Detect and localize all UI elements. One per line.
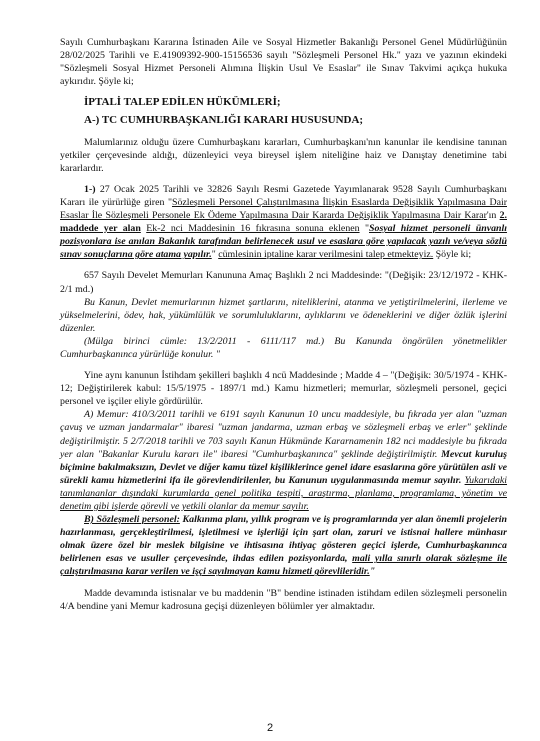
memur-text-a: A) Memur: 410/3/2011 tarihli ve 6191 sayılı Kanunun 10 uncu maddesiyle, bu fıkrada yer alan "uzman çavuş ve uzman jandarmalar" ibaresi "uzman jandarma, uzman erbaş ve sözleşmeli erbaş ve erler" şeklinde değiştirilmiştir. 5 2/7/2018 tarihli ve 703 sayılı Kanun Hükmünde Kararnamenin 182 nci maddesiyle bu fıkrada yer alan "Bakanlar Kurulu kararı ile" ibaresi "Cumhurbaşkanınca" şeklinde değiştirilmiştir.: [60, 409, 507, 460]
intro-paragraph: Sayılı Cumhurbaşkanı Kararına İstinaden Aile ve Sosyal Hizmetler Bakanlığı Personel Genel Müdürlüğünün 28/02/2025 Tarihli ve E.41909392-900-15156536 sayılı "Sözleşmeli Personel Hk." yazı ve yazının ekindeki "Sözleşmeli Sosyal Hizmet Personeli Alımına İlişkin Usul Ve Esaslar" ile Sınav Takvimi açıkça hukuka aykırıdır. Şöyle ki;: [60, 37, 507, 88]
paragraph-mulga: (Mülga birinci cümle: 13/2/2011 - 6111/117 md.) Bu Kanunda öngörülen yönetmelikler Cumhurbaşkanınca yürürlüğe konulur. ": [60, 335, 507, 360]
madde-reference: 2. maddede yer alan: [60, 210, 507, 235]
item-text-d: ": [359, 223, 370, 235]
section-heading-cb-karari: A-) TC CUMHURBAŞKANLIĞI KARARI HUSUSUNDA;: [84, 114, 364, 127]
paragraph-item-1: [60, 183, 507, 262]
paragraph-cb-kararlari: Malumlarınız olduğu üzere Cumhurbaşkanı kararları, Cumhurbaşkanı'nın kanunlar ile kendisine tanınan yetkiler çerçevesinde aldığı, düzenleyici veya bireysel işlem niteliğine haiz ve Danıştay denetimine tabi kararlardır.: [60, 136, 507, 174]
iptal-request: cümlesinin iptaline karar verilmesini talep etmekteyiz.: [218, 249, 434, 261]
memur-text-bold: Mevcut kuruluş biçimine bakılmaksızın, Devlet ve diğer kamu tüzel kişiliklerince genel idare esaslarına göre yürütülen asli ve sürekli kamu hizmetlerini ifa ile görevlendirilenler, bu Kanunun uygulanmasında memur sayılır.: [60, 448, 507, 486]
memur-text-underlined: Yukarıdaki tanımlananlar dışındaki kurumlarda genel politika tespiti, araştırma, planlama, programlama, yönetim ve denetim gibi işlerde görevli ve yetkili olanlar da memur sayılır.: [60, 474, 508, 512]
item-text-b: 'ın: [486, 210, 500, 222]
contested-sentence: Sosyal hizmet personeli ünvanlı pozisyonlara ise anılan Bakanlık tarafından belirlenecek usul ve esaslara göre yapılacak yazılı ve/veya sözlü sınav sonuçlarına göre atama yapılır.: [60, 223, 508, 261]
sozlesmeli-close-quote: ": [369, 566, 376, 578]
paragraph-madde-devaminda: Madde devamında istisnalar ve bu maddenin "B" bendine istinaden istihdam edilen sözleşmeli personelin 4/A bendine yani Memur kadrosuna geçişi düzenleyen bölümler yer almaktadır.: [60, 587, 507, 612]
section-heading-hukumler: İPTALİ TALEP EDİLEN HÜKÜMLERİ;: [84, 96, 281, 109]
item-number: 1-): [84, 183, 96, 195]
paragraph-sozlesmeli-personel: [60, 513, 507, 578]
paragraph-657-madde-2: 657 Sayılı Develet Memurları Kanununa Amaç Başlıklı 2 nci Maddesinde: "(Değişik: 23/12/1972 - KHK-2/1 md.): [60, 270, 507, 295]
item-text-a: 27 Ocak 2025 Tarihli ve 32826 Sayılı Resmi Gazetede Yayımlanarak 9528 Sayılı Cumhurbaşkanı Kararı ile yürürlüğe giren ": [60, 183, 507, 208]
karar-title: Sözleşmeli Personel Çalıştırılmasına İlişkin Esaslarda Değişiklik Yapılmasına Dair Esaslar İle Sözleşmeli Personele Ek Ödeme Yapılmasına Dair Kararda Değişiklik Yapılmasına Dair Karar: [60, 196, 507, 222]
fikra-reference: Ek-2 nci Maddesinin 16 fıkrasına sonuna eklenen: [146, 223, 360, 235]
sozlesmeli-text: Kalkınma planı, yıllık program ve iş programlarında yer alan önemli projelerin hazırlanması, gerçekleştirilmesi, işletilmesi ve işlerliği için şart olan, zaruri ve istisnai hallere münhasır olmak üzere özel bir meslek bilgisine ve ihtisasına ihtiyaç gösteren geçici işlerde, Cumhurbaşkanınca belirlenen esas ve usuller çerçevesinde, ihdas edilen pozisyonlarda,: [60, 514, 507, 565]
paragraph-memur-definition: [60, 408, 507, 513]
sozlesmeli-label: B) Sözleşmeli personel:: [84, 514, 180, 526]
page-number: 2: [266, 722, 274, 734]
item-text-f: Şöyle ki;: [433, 249, 472, 261]
sozlesmeli-underlined: mali yılla sınırlı olarak sözleşme ile çalıştırılmasına karar verilen ve işçi sayılmayan kamu hizmeti görevlileridir.: [60, 553, 507, 578]
paragraph-kanun-kapsam: Bu Kanun, Devlet memurlarının hizmet şartlarını, niteliklerini, atanma ve yetiştirilmelerini, ilerleme ve yükselmelerini, ödev, hak, yükümlülük ve sorumluluklarını, aylıklarını ve ödeneklerini ve diğer özlük işlerini düzenler.: [60, 296, 507, 334]
item-text-e: ": [211, 249, 219, 261]
paragraph-istihdam-sekilleri: Yine aynı kanunun İstihdam şekilleri başlıklı 4 ncü Maddesinde ; Madde 4 – "(Değişik: 30/5/1974 - KHK-12; Değiştirilerek kabul: 15/5/1975 - 1897/1 md.) Kamu hizmetleri; memurlar, sözleşmeli personel, geçici personel ve işçiler eliyle gördürülür.: [60, 370, 507, 408]
